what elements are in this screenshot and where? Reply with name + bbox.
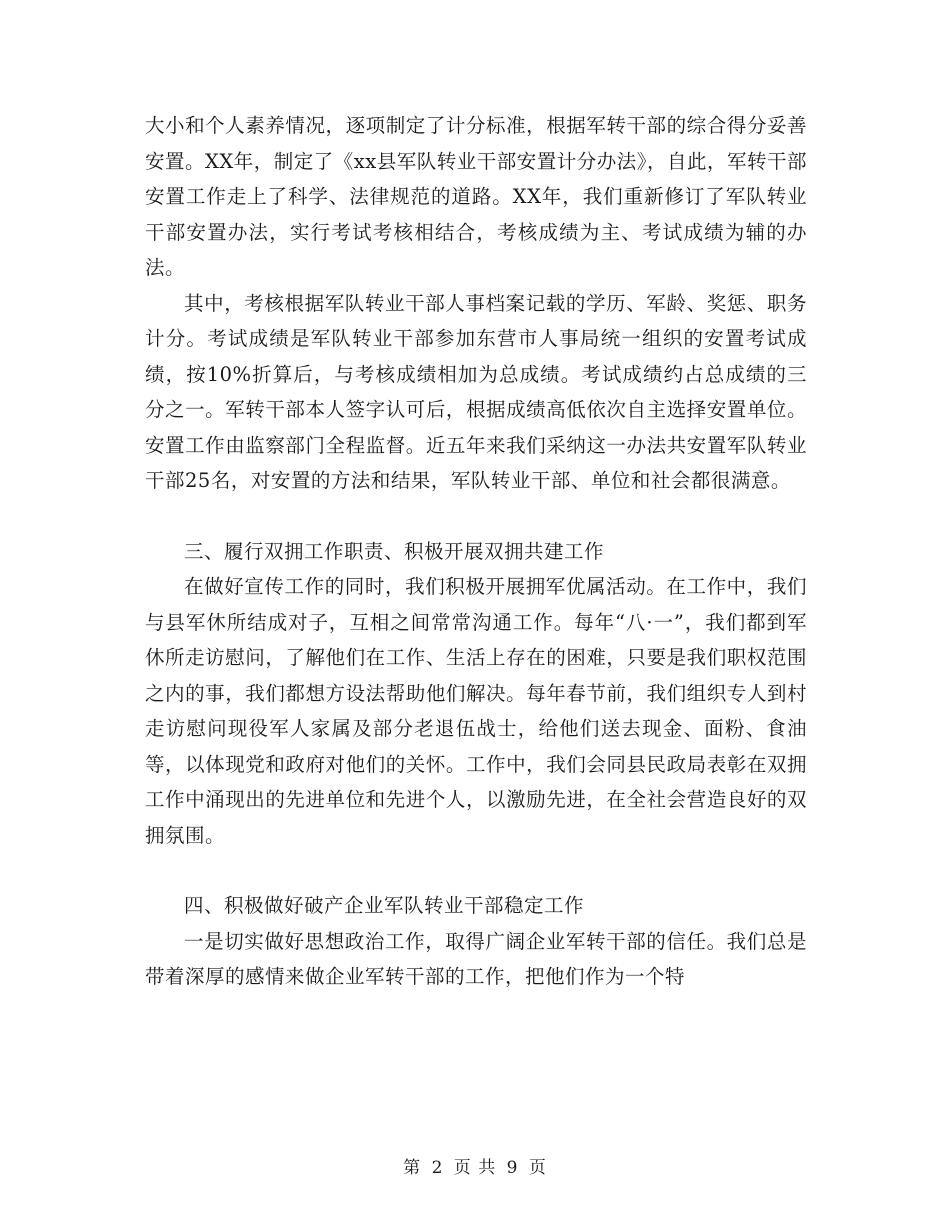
page-footer [0,1153,950,1178]
paragraph-1: 大小和个人素养情况，逐项制定了计分标准，根据军转干部的综合得分妥善安置。XX年，制定了《xx县军队转业干部安置计分办法》，自此，军转干部安置工作走上了科学、法律规范的道路。XX年，我们重新修订了军队转业干部安置办法，实行考试考核相结合，考核成绩为主、考试成绩为辅的办法。 [145,114,808,279]
section-gap [145,853,807,888]
footer-suffix: 页 [528,1158,547,1178]
section-gap [145,499,807,534]
footer-prefix: 第 [403,1158,422,1178]
section-3-body: 在做好宣传工作的同时，我们积极开展拥军优属活动。在工作中，我们与县军休所结成对子，互相之间常常沟通工作。每年“八·一”，我们都到军休所走访慰问，了解他们在工作、生活上存在的困难，只要是我们职权范围之内的事，我们都想方设法帮助他们解决。每年春节前，我们组织专人到村走访慰问现役军人家属及部分老退伍战士，给他们送去现金、面粉、食油等，以体现党和政府对他们的关怀。工作中，我们会同县民政局表彰在双拥工作中涌现出的先进单位和先进个人，以激励先进，在全社会营造良好的双拥氛围。 [145,575,807,847]
section-3-heading: 三、履行双拥工作职责、积极开展双拥共建工作 [184,539,605,563]
paragraph-2: 其中，考核根据军队转业干部人事档案记载的学历、军龄、奖惩、职务计分。考试成绩是军队转业干部参加东营市人事局统一组织的安置考试成绩，按10%折算后，与考核成绩相加为总成绩。考试成绩约占总成绩的三分之一。军转干部本人签字认可后，根据成绩高低依次自主选择安置单位。安置工作由监察部门全程监督。近五年来我们采纳这一办法共安置军队转业干部25名，对安置的方法和结果，军队转业干部、单位和社会都很满意。 [145,291,807,492]
footer-current-page: 2 [431,1158,444,1178]
footer-middle: 页 共 [453,1158,497,1178]
page-content [145,108,807,995]
footer-total-pages: 9 [506,1158,519,1178]
section-4-body: 一是切实做好思想政治工作，取得广阔企业军转干部的信任。我们总是带着深厚的感情来做企业军转干部的工作，把他们作为一个特 [145,929,807,988]
section-4-heading: 四、积极做好破产企业军队转业干部稳定工作 [184,894,585,917]
